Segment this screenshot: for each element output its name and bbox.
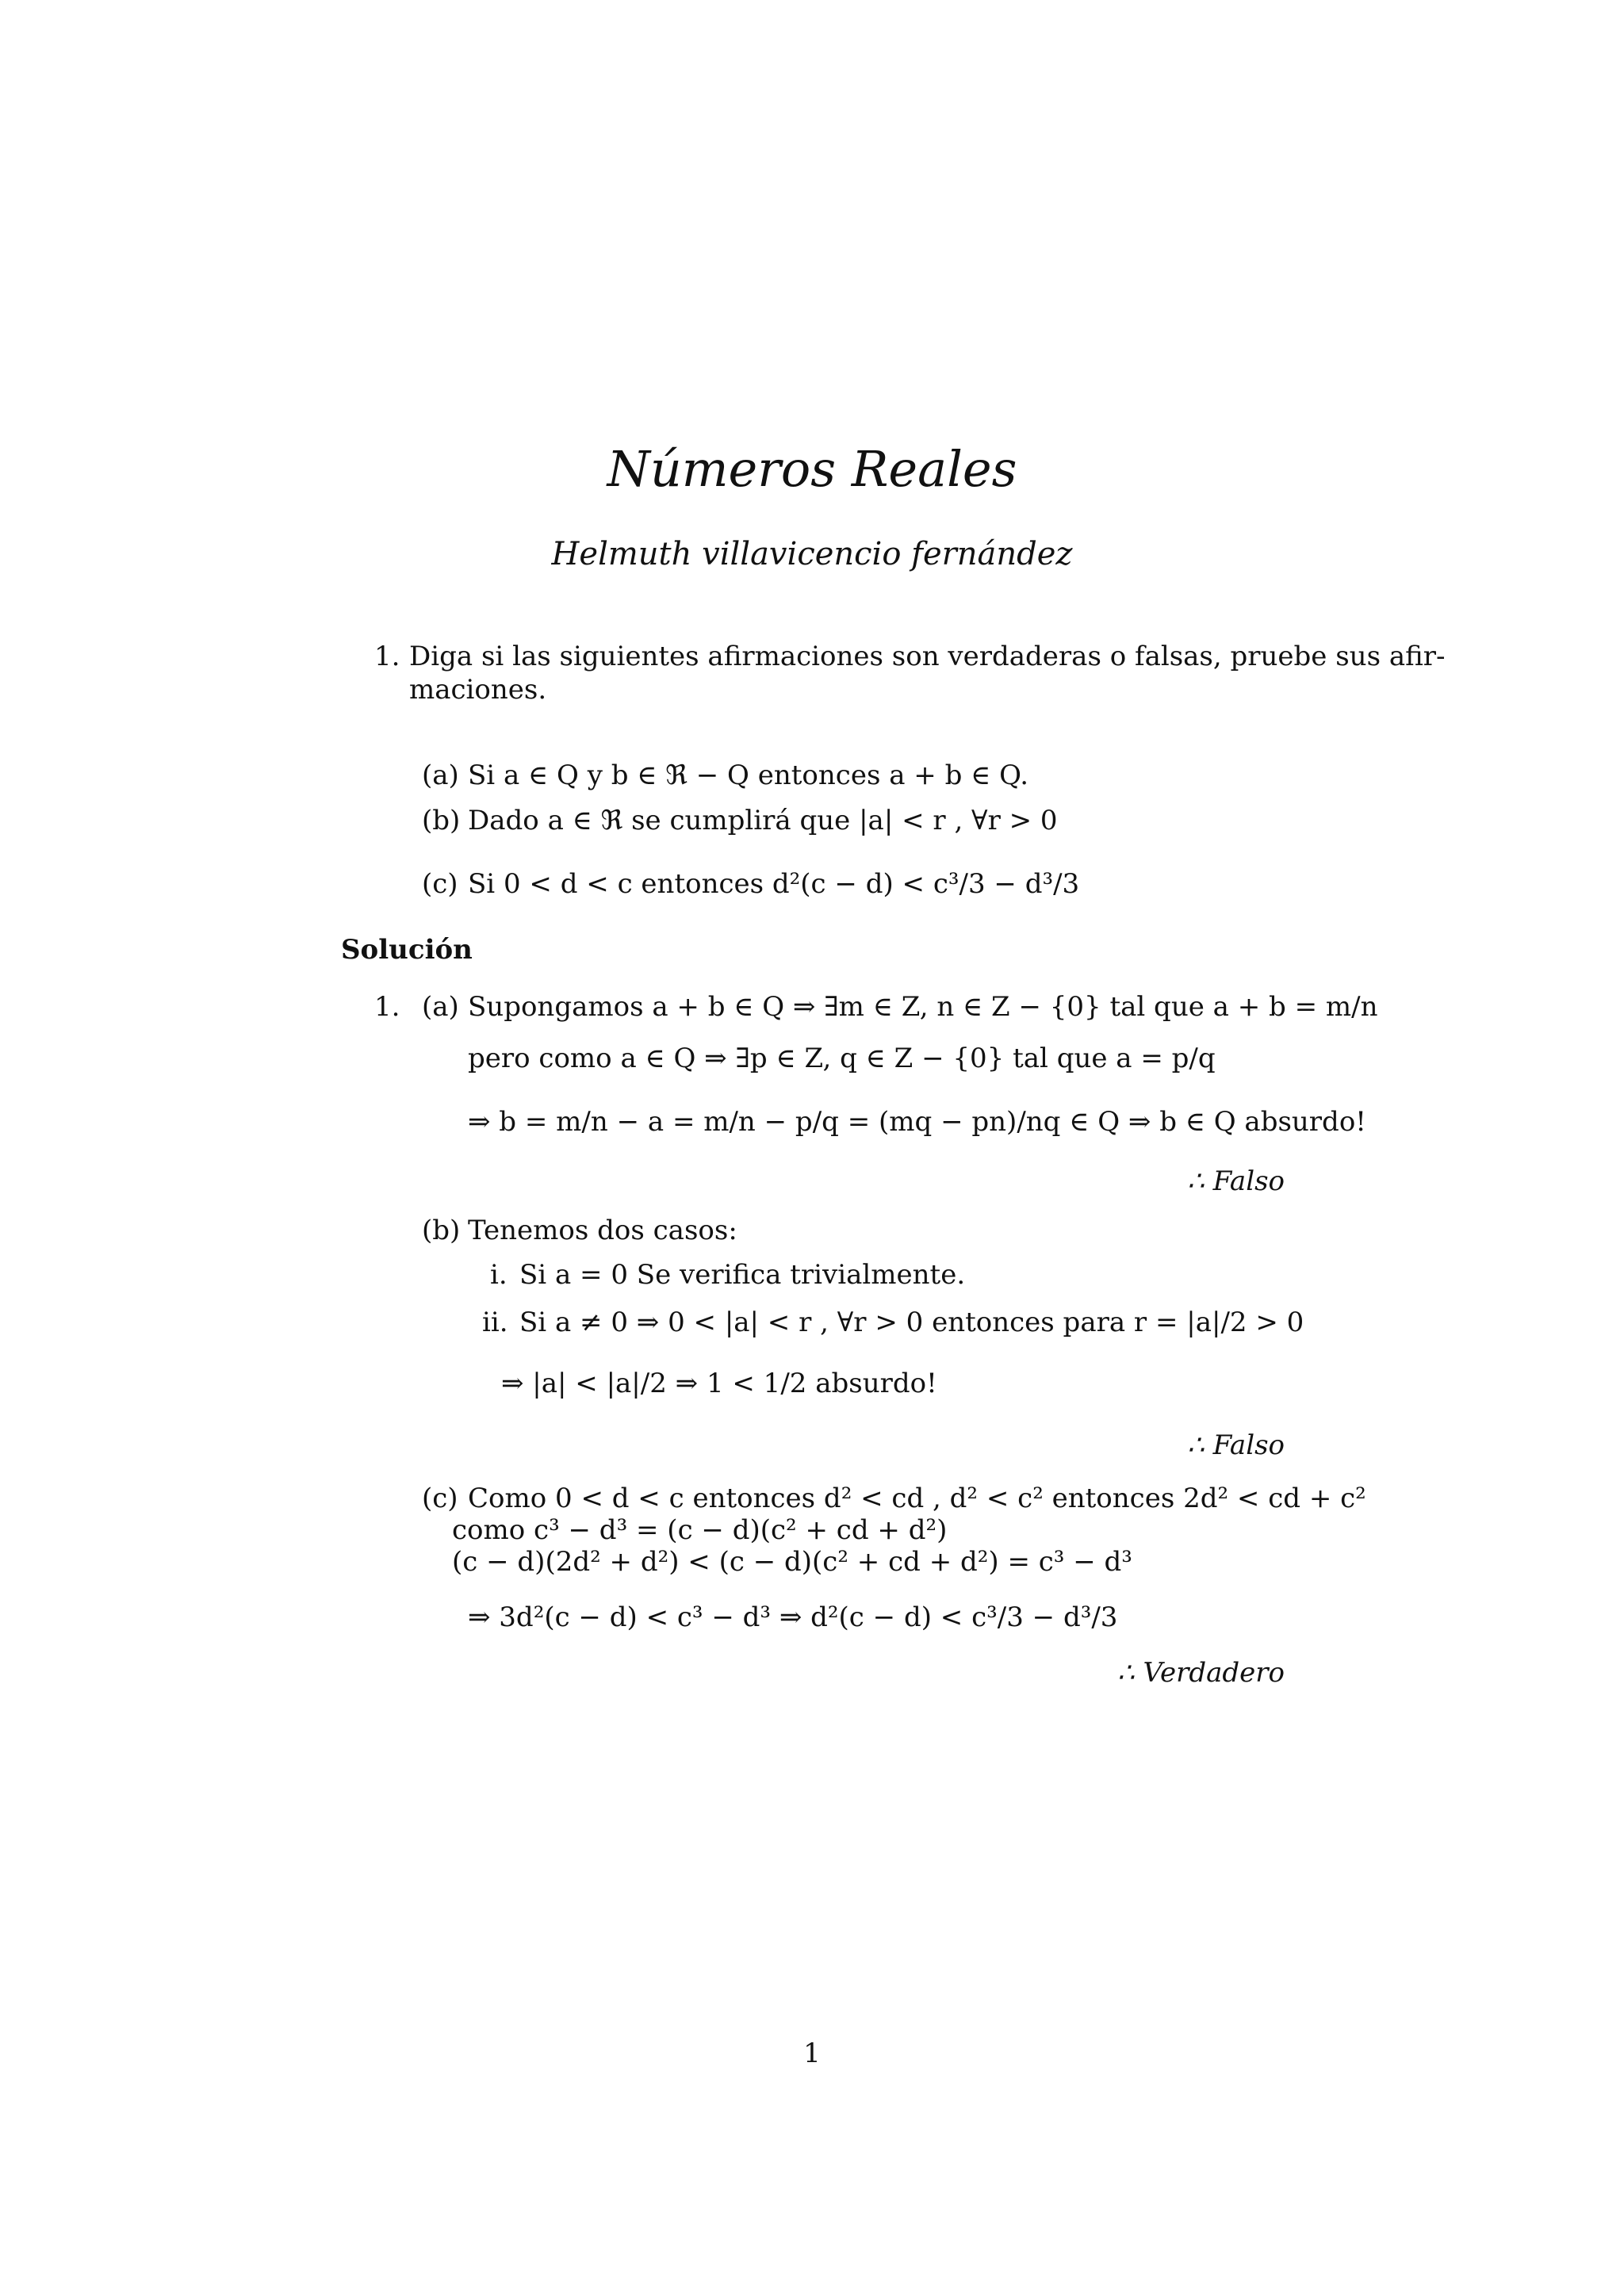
item-c-label: (c) bbox=[422, 868, 458, 900]
solution-b-case-i: Si a = 0 Se verifica trivialmente. bbox=[519, 1259, 966, 1291]
solution-c-line2: como c³ − d³ = (c − d)(c² + cd + d²) bbox=[452, 1514, 948, 1546]
solution-c-line1: Como 0 < d < c entonces d² < cd , d² < c² entonces 2d² < cd + c² bbox=[468, 1483, 1366, 1514]
page-title: Números Reales bbox=[607, 440, 1017, 498]
item-b-text: Dado a ∈ ℜ se cumplirá que |a| < r , ∀r > 0 bbox=[468, 805, 1058, 836]
solution-c-label: (c) bbox=[422, 1483, 458, 1514]
solution-b-case-ii: Si a ≠ 0 ⇒ 0 < |a| < r , ∀r > 0 entonces para r = |a|/2 > 0 bbox=[519, 1307, 1304, 1338]
solution-a-line1: Supongamos a + b ∈ Q ⇒ ∃m ∈ Z, n ∈ Z − {0} tal que a + b = m/n bbox=[468, 991, 1378, 1023]
problem-number: 1. bbox=[374, 641, 400, 672]
page-number: 1 bbox=[803, 2038, 821, 2069]
solution-a-label: (a) bbox=[422, 991, 459, 1023]
item-a-label: (a) bbox=[422, 760, 459, 791]
solution-b-case-i-label: i. bbox=[490, 1259, 508, 1291]
solution-b-conclusion: ∴ Falso bbox=[1187, 1429, 1285, 1461]
solution-a-line2: pero como a ∈ Q ⇒ ∃p ∈ Z, q ∈ Z − {0} tal que a = p/q bbox=[468, 1043, 1216, 1074]
problem-statement-line1: Diga si las siguientes afirmaciones son verdaderas o falsas, pruebe sus afir- bbox=[409, 641, 1446, 672]
item-c-text: Si 0 < d < c entonces d²(c − d) < c³/3 − d³/3 bbox=[468, 868, 1080, 900]
solution-b-case-ii-label: ii. bbox=[482, 1307, 508, 1338]
solution-heading: Solución bbox=[341, 934, 473, 966]
solution-b-intro: Tenemos dos casos: bbox=[468, 1215, 737, 1246]
problem-statement-line2: maciones. bbox=[409, 674, 547, 706]
item-b-label: (b) bbox=[422, 805, 461, 836]
solution-c-line4: ⇒ 3d²(c − d) < c³ − d³ ⇒ d²(c − d) < c³/3 − d³/3 bbox=[468, 1601, 1118, 1633]
author-name: Helmuth villavicencio fernández bbox=[551, 536, 1073, 572]
solution-number: 1. bbox=[374, 991, 400, 1023]
solution-b-label: (b) bbox=[422, 1215, 461, 1246]
solution-b-case-ii-line2: ⇒ |a| < |a|/2 ⇒ 1 < 1/2 absurdo! bbox=[501, 1368, 937, 1399]
solution-a-conclusion: ∴ Falso bbox=[1187, 1165, 1285, 1197]
item-a-text: Si a ∈ Q y b ∈ ℜ − Q entonces a + b ∈ Q. bbox=[468, 760, 1029, 791]
solution-c-conclusion: ∴ Verdadero bbox=[1117, 1657, 1285, 1689]
solution-c-line3: (c − d)(2d² + d²) < (c − d)(c² + cd + d²) = c³ − d³ bbox=[452, 1546, 1132, 1578]
solution-a-line3: ⇒ b = m/n − a = m/n − p/q = (mq − pn)/nq ∈ Q ⇒ b ∈ Q absurdo! bbox=[468, 1106, 1366, 1138]
